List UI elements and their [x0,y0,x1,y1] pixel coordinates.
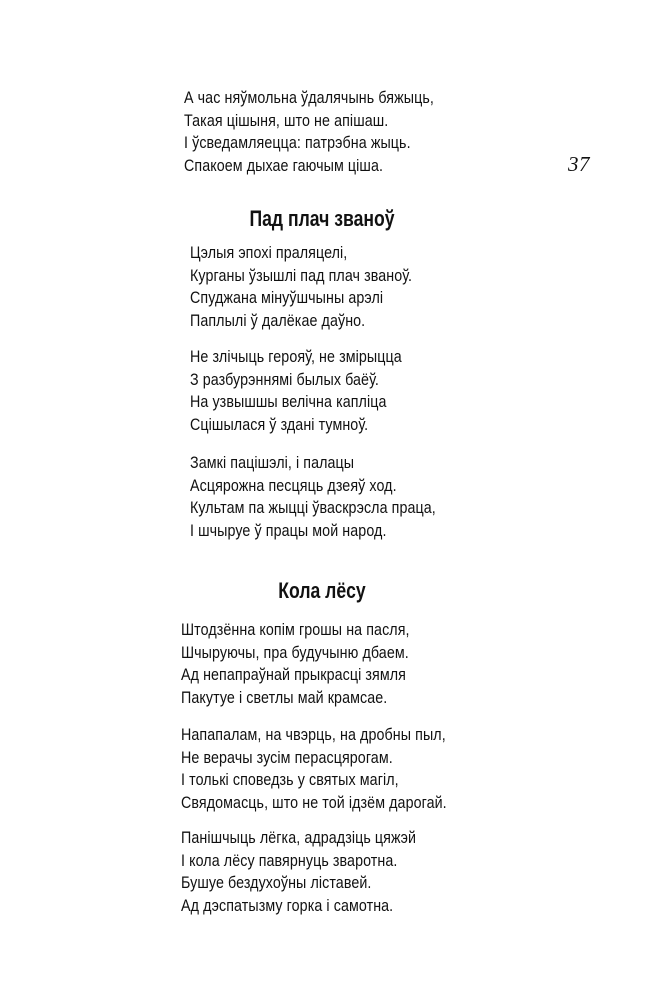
poem-stanza [190,452,436,542]
poem-line: І толькі споведзь у святых магіл, [181,770,399,790]
poem-line: Бушуе бездухоўны ліставей. [181,873,372,893]
poem-line: Такая цішыня, што не апішаш. [184,110,389,130]
poem-line: Панішчыць лёгка, адрадзіць цяжэй [181,828,417,847]
poem-line: Свядомасць, што не той ідзём дарогай. [181,792,447,812]
poem-stanza [181,827,416,917]
poem-line: Асцярожна песцяць дзеяў ход. [190,475,397,495]
page-number: 37 [568,152,590,176]
intro-stanza [184,87,434,177]
poem-line: Не злічыць герояў, не змірыцца [190,347,402,366]
poem-line: І кола лёсу павярнуць зваротна. [181,850,398,870]
poem-line: Ад непапраўнай прыкрасці зямля [181,665,406,685]
poem-line: Курганы ўзышлі пад плач званоў. [190,265,413,285]
poem-stanza [181,724,447,814]
poem-line: Спакоем дыхае гаючым ціша. [184,155,384,175]
poem-line: Напапалам, на чвэрць, на дробны пыл, [181,725,446,744]
poem-line: І шчыруе ў працы мой народ. [190,520,387,540]
poem-line: Паплылі ў далёкае даўно. [190,310,366,330]
poem-line: Культам па жыцці ўваскрэсла праца, [190,498,436,518]
poem-line: Цэлыя эпохі праляцелі, [190,243,348,262]
poem-line: Сцішылася ў здані тумноў. [190,414,369,434]
poem-line: З разбурэннямі былых баёў. [190,369,379,389]
poem-stanza [181,619,410,709]
poem-title: Пад плач званоў [249,206,395,231]
poem-line: І ўсведамляецца: патрэбна жыць. [184,133,411,153]
poem-line: Замкі пацішэлі, і палацы [190,453,355,472]
poem-line: Не верачы зусім перасцярогам. [181,747,393,767]
poem-line: Шчыруючы, пра будучыню дбаем. [181,642,409,662]
poem-line: Ад дэспатызму горка і самотна. [181,895,394,915]
poem-stanza [190,242,412,332]
poem-line: Спуджана мінуўшчыны арэлі [190,288,384,308]
poem-line: Пакутуе і светлы май крамсае. [181,687,388,707]
poem-title: Кола лёсу [278,578,366,603]
poem-line: Штодзённа копім грошы на пасля, [181,620,410,639]
poem-line: На узвышшы велічна капліца [190,392,387,412]
poem-stanza [190,346,402,436]
poem-line: А час няўмольна ўдалячынь бяжыць, [184,88,434,107]
